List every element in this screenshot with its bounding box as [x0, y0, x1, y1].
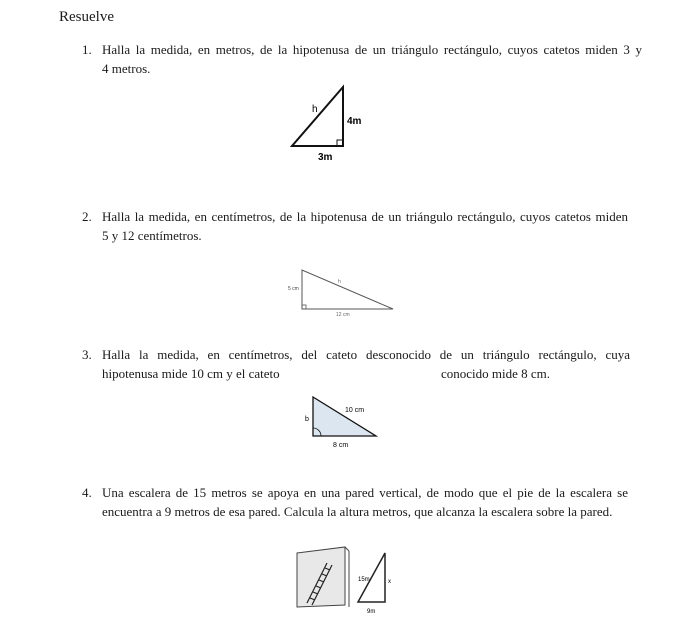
problem-number: 4.: [82, 485, 92, 500]
problem-text-line2b: conocido mide 8 cm.: [441, 366, 551, 381]
right-triangle: [313, 397, 376, 436]
wall: [297, 547, 345, 607]
label-vertical-leg: b: [305, 416, 309, 423]
label-hypotenuse: h: [312, 104, 318, 115]
ladder-wall-illustration: [293, 545, 353, 615]
problem-text-line2: 4 metros.: [102, 61, 151, 76]
problem-text-line2: 5 y 12 centímetros.: [102, 228, 202, 243]
triangle-figure-3: [300, 392, 390, 458]
label-base-leg: 12 cm: [336, 312, 350, 318]
wall-edge: [345, 547, 349, 551]
problem-text-line1: [102, 345, 630, 364]
triangle-figure-4: [352, 550, 402, 620]
label-vertical-leg: x: [388, 579, 391, 585]
problem-number: 3.: [82, 347, 92, 362]
problem-text: Halla la medida, en centímetros, del cateto desconocido de un triángulo rectángulo, cuya: [102, 347, 630, 362]
problem-text-line1: [102, 207, 628, 226]
problem-text-line1: [102, 40, 642, 59]
problem-text-line2a: hipotenusa mide 10 cm y el cateto: [102, 366, 280, 381]
problem-text-line1: [102, 483, 628, 502]
label-vertical-leg: 4m: [347, 116, 362, 127]
label-hypotenuse: h: [338, 279, 341, 285]
problem-number: 2.: [82, 209, 92, 224]
problem-text: Una escalera de 15 metros se apoya en una pared vertical, de modo que el pie de la escalera se: [102, 485, 628, 500]
problem-number: 1.: [82, 42, 92, 57]
right-triangle: [302, 270, 393, 309]
label-base-leg: 9m: [367, 609, 376, 615]
right-triangle: [292, 87, 343, 146]
triangle-figure-1: [280, 80, 360, 170]
label-hypotenuse: 10 cm: [345, 407, 365, 414]
triangle-figure-2: [280, 265, 410, 325]
problem-text-line2: encuentra a 9 metros de esa pared. Calcula la altura metros, que alcanza la escalera sobre la pared.: [102, 504, 613, 519]
page-title: Resuelve: [59, 9, 114, 25]
label-vertical-leg: 5 cm: [288, 286, 299, 292]
problem-text: Halla la medida, en metros, de la hipotenusa de un triángulo rectángulo, cuyos catetos miden 3 y: [102, 42, 642, 57]
label-base-leg: 3m: [318, 152, 333, 163]
problem-text: Halla la medida, en centímetros, de la hipotenusa de un triángulo rectángulo, cuyos catetos miden: [102, 209, 628, 224]
label-hypotenuse: 15m: [358, 577, 370, 583]
label-base-leg: 8 cm: [333, 442, 349, 449]
